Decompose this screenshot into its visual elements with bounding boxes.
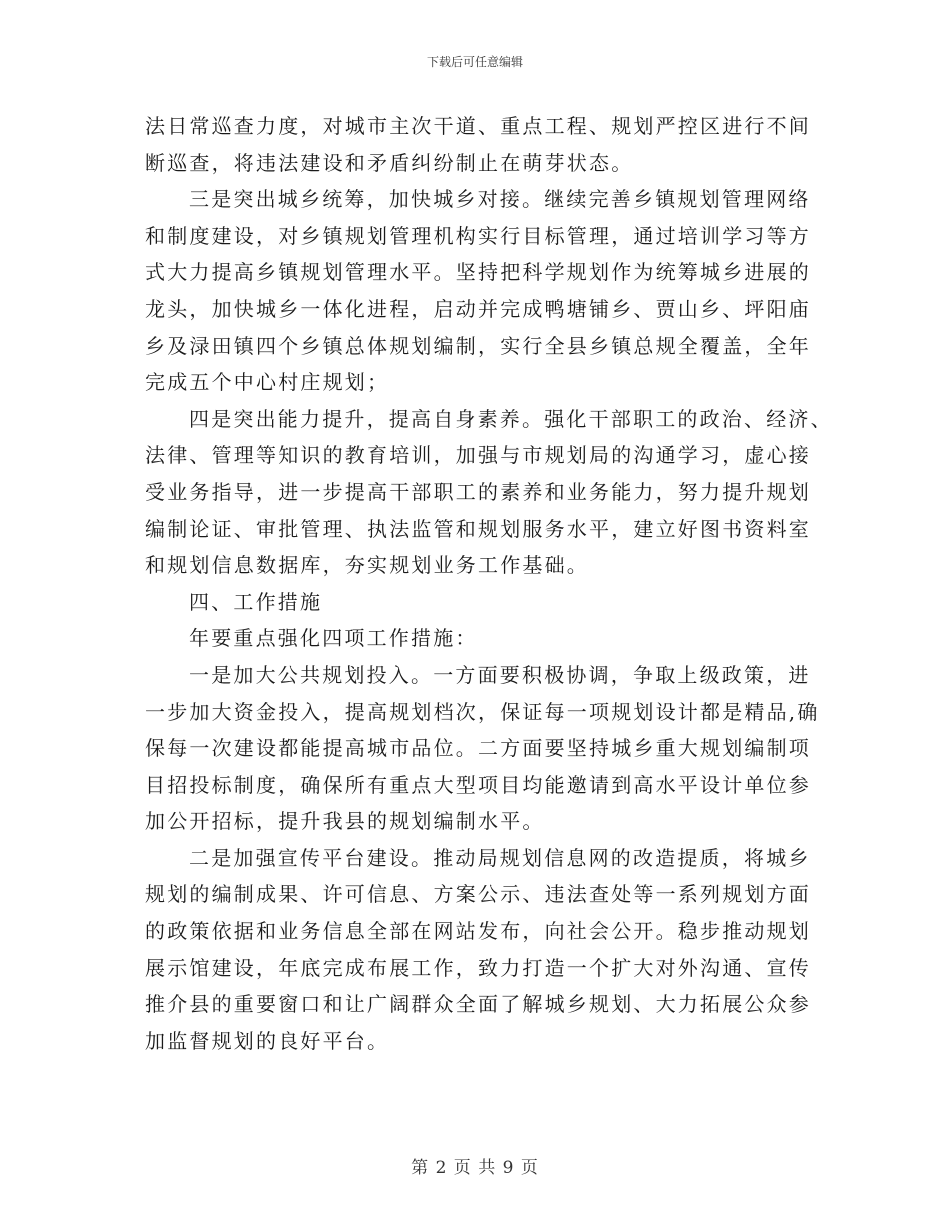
page-header-note: 下载后可任意编辑: [426, 55, 523, 69]
text-line: 四是突出能力提升，提高自身素养。强化干部职工的政治、经济、: [189, 406, 833, 431]
text-line: 规划的编制成果、许可信息、方案公示、违法查处等一系列规划方面: [145, 882, 811, 907]
text-line: 目招投标制度，确保所有重点大型项目均能邀请到高水平设计单位参: [145, 772, 811, 797]
text-line: 保每一次建设都能提高城市品位。二方面要坚持城乡重大规划编制项: [145, 736, 811, 761]
text-line: 受业务指导，进一步提高干部职工的素养和业务能力，努力提升规划: [145, 479, 811, 504]
text-line: 乡及渌田镇四个乡镇总体规划编制，实行全县乡镇总规全覆盖，全年: [145, 333, 811, 358]
text-line: 推介县的重要窗口和让广阔群众全面了解城乡规划、大力拓展公众参: [145, 992, 811, 1017]
text-line: 四、工作措施: [189, 589, 323, 614]
text-line: 展示馆建设，年底完成布展工作，致力打造一个扩大对外沟通、宣传: [145, 955, 811, 980]
text-line: 二是加强宣传平台建设。推动局规划信息网的改造提质，将城乡: [189, 845, 811, 870]
text-line: 和规划信息数据库，夯实规划业务工作基础。: [145, 553, 589, 578]
text-line: 的政策依据和业务信息全部在网站发布，向社会公开。稳步推动规划: [145, 919, 811, 944]
text-line: 完成五个中心村庄规划；: [145, 370, 390, 395]
text-line: 龙头，加快城乡一体化进程，启动并完成鸭塘铺乡、贾山乡、坪阳庙: [145, 296, 811, 321]
text-line: 年要重点强化四项工作措施：: [189, 626, 478, 651]
text-line: 三是突出城乡统筹，加快城乡对接。继续完善乡镇规划管理网络: [189, 187, 811, 212]
text-line: 加监督规划的良好平台。: [145, 1028, 390, 1053]
text-line: 法律、管理等知识的教育培训，加强与市规划局的沟通学习，虚心接: [145, 443, 811, 468]
text-line: 断巡查，将违法建设和矛盾纠纷制止在萌芽状态。: [145, 150, 634, 175]
page-number: 第 2 页 共 9 页: [411, 1158, 539, 1178]
text-line: 一是加大公共规划投入。一方面要积极协调，争取上级政策，进: [189, 662, 811, 687]
text-line: 编制论证、审批管理、执法监管和规划服务水平，建立好图书资料室: [145, 516, 811, 541]
text-line: 和制度建设，对乡镇规划管理机构实行目标管理，通过培训学习等方: [145, 223, 811, 248]
text-line: 一步加大资金投入，提高规划档次，保证每一项规划设计都是精品,确: [145, 699, 820, 724]
document-body: [145, 108, 833, 1059]
text-line: 加公开招标，提升我县的规划编制水平。: [145, 809, 545, 834]
text-line: 式大力提高乡镇规划管理水平。坚持把科学规划作为统筹城乡进展的: [145, 260, 811, 285]
text-line: 法日常巡查力度，对城市主次干道、重点工程、规划严控区进行不间: [145, 114, 811, 138]
